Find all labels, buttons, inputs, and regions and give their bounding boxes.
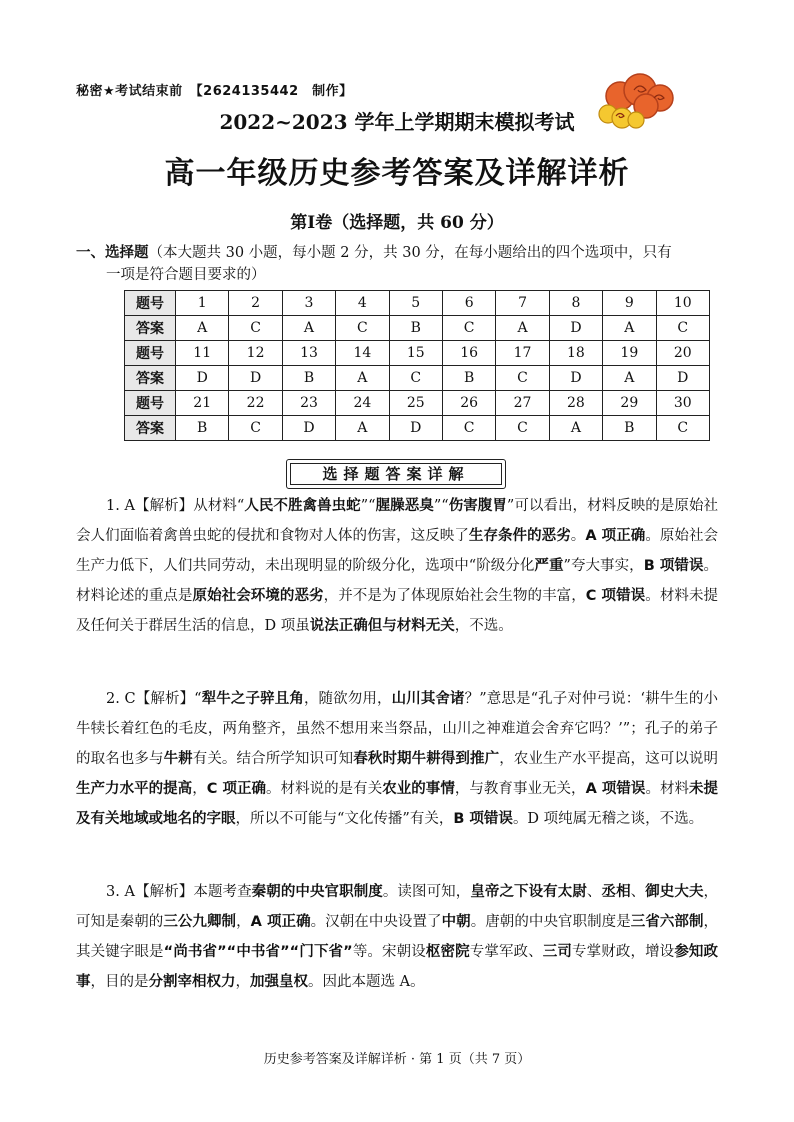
section-description: （本大题共 30 小题，每小题 2 分，共 30 分，在每小题给出的四个选项中，只有	[148, 245, 672, 261]
explanation-text: ？”意思是“孔子对仲弓说：‘耕牛生的小牛犊长着红色的毛皮，两角整齐，虽然不想用来当祭品，山川之神难道会舍弃它吗？’”；孔子的弟子的取名也多与	[76, 691, 719, 767]
explanation-text: 有关。结合所学知识可知	[192, 751, 354, 767]
key-phrase: 生产力水平的提高	[76, 781, 193, 797]
key-phrase: 未提及有关地域或地名的字眼	[76, 781, 719, 827]
question-number: 3	[282, 291, 335, 316]
explanations-banner	[286, 459, 506, 489]
explanation-text: ，不选。	[454, 618, 513, 634]
question-number: 24	[336, 391, 389, 416]
explanation-text: 。材料说的是有关	[266, 781, 383, 797]
explanation-text: 。	[570, 528, 586, 544]
explanation-text: ”“	[360, 498, 376, 514]
explanation-text: 。唐朝的中央官职制度是	[470, 914, 631, 930]
question-number: 10	[656, 291, 709, 316]
key-phrase: 中朝	[441, 914, 471, 930]
answer-letter: C	[336, 316, 389, 341]
section-heading	[76, 242, 726, 286]
answer-letter: D	[176, 366, 229, 391]
question-row	[125, 341, 710, 366]
key-phrase: 丞相	[601, 884, 631, 900]
question-number: 23	[282, 391, 335, 416]
explanation-text: ，	[235, 974, 250, 990]
explanation-text: 。材料	[645, 781, 690, 797]
key-phrase: 分割宰相权力	[148, 974, 236, 990]
exam-title: 2022~2023 学年上学期期末模拟考试	[219, 110, 575, 134]
answer-letter: B	[282, 366, 335, 391]
explanation-text: ，所以不可能与“文化传播”有关，	[235, 811, 454, 827]
key-phrase: A 项正确	[585, 528, 646, 544]
question-number: 12	[229, 341, 282, 366]
explanation-text: 1. A【解析】从材料“	[106, 498, 245, 514]
question-number: 5	[389, 291, 442, 316]
explanation-text: ，可知是秦朝的	[76, 884, 719, 930]
key-phrase: “尚书省”“中书省”“门下省”	[163, 944, 353, 960]
explanation-text: 等。宋朝设	[352, 944, 426, 960]
answer-letter: A	[336, 416, 389, 441]
question-number: 6	[442, 291, 495, 316]
key-phrase: 三公九卿制	[163, 914, 237, 930]
section-label: 一、选择题	[76, 245, 149, 261]
key-phrase: 枢密院	[425, 944, 470, 960]
row-label-answer: 答案	[125, 316, 176, 341]
question-number: 25	[389, 391, 442, 416]
key-phrase: 加强皇权	[250, 974, 308, 990]
answer-letter: C	[442, 316, 495, 341]
explanation-3	[76, 877, 718, 997]
key-phrase: 原始社会环境的恶劣	[192, 588, 324, 604]
answer-row	[125, 416, 710, 441]
answer-letter: A	[282, 316, 335, 341]
question-number: 14	[336, 341, 389, 366]
explanation-text: ，随欲勿用，	[303, 691, 392, 707]
question-row	[125, 291, 710, 316]
key-phrase: 严重	[534, 558, 564, 574]
row-label-question: 题号	[125, 391, 176, 416]
key-phrase: 秦朝的中央官职制度	[251, 884, 383, 900]
explanation-text: ，目的是	[90, 974, 149, 990]
key-phrase: 说法正确但与材料无关	[309, 618, 455, 634]
answer-letter: D	[549, 366, 602, 391]
explanation-text: 3. A【解析】本题考查	[106, 884, 252, 900]
page-footer: 历史参考答案及详解详析 · 第 1 页（共 7 页）	[263, 1052, 531, 1067]
answer-letter: C	[496, 416, 549, 441]
answer-letter: D	[282, 416, 335, 441]
volume-title: 第Ⅰ卷（选择题，共 60 分）	[290, 213, 504, 233]
key-phrase: 参知政事	[76, 944, 719, 990]
answer-letter: A	[496, 316, 549, 341]
explanation-text: 。汉朝在中央设置了	[310, 914, 442, 930]
explanation-text: ”夸大事实，	[563, 558, 644, 574]
row-label-question: 题号	[125, 291, 176, 316]
explanation-1	[76, 491, 718, 641]
key-phrase: 伤害腹胃	[448, 498, 507, 514]
explanation-text: 。D 项纯属无稽之谈，不选。	[512, 811, 704, 827]
answer-letter: C	[389, 366, 442, 391]
question-number: 28	[549, 391, 602, 416]
question-number: 20	[656, 341, 709, 366]
explanation-text: ，	[236, 914, 251, 930]
explanation-text: ，其关键字眼是	[76, 914, 719, 960]
answer-row	[125, 316, 710, 341]
question-number: 16	[442, 341, 495, 366]
key-phrase: A 项错误	[585, 781, 646, 797]
answer-letter: A	[603, 316, 656, 341]
question-row	[125, 391, 710, 416]
explanation-2	[76, 684, 718, 834]
key-phrase: B 项错误	[453, 811, 513, 827]
answer-letter: A	[549, 416, 602, 441]
key-phrase: 山川其舍诸	[391, 691, 465, 707]
explanation-text: 2. C【解析】“	[106, 691, 202, 707]
document-title: 高一年级历史参考答案及详解详析	[164, 156, 630, 191]
key-phrase: 春秋时期牛耕得到推广	[353, 751, 500, 767]
key-phrase: 三司	[542, 944, 573, 960]
explanation-text: 、	[630, 884, 646, 900]
explanation-text: ，	[192, 781, 207, 797]
answer-letter: A	[336, 366, 389, 391]
explanation-text: 。材料未提及任何关于群居生活的信息，D 项虽	[76, 588, 719, 634]
row-label-answer: 答案	[125, 416, 176, 441]
key-phrase: C 项错误	[585, 588, 646, 604]
answer-row	[125, 366, 710, 391]
answer-letter: B	[442, 366, 495, 391]
question-number: 1	[176, 291, 229, 316]
answer-letter: C	[229, 416, 282, 441]
key-phrase: 农业的事情	[382, 781, 455, 797]
explanation-text: 。读图可知，	[382, 884, 471, 900]
answer-letter: D	[389, 416, 442, 441]
explanation-text: 专掌军政、	[469, 944, 543, 960]
key-phrase: C 项正确	[206, 781, 267, 797]
question-number: 30	[656, 391, 709, 416]
answer-letter: C	[442, 416, 495, 441]
key-phrase: B 项错误	[643, 558, 704, 574]
section-description-cont: 一项是符合题目要求的）	[106, 267, 266, 283]
key-phrase: 腥臊恶臭	[375, 498, 434, 514]
question-number: 29	[603, 391, 656, 416]
answer-letter: C	[656, 316, 709, 341]
question-number: 15	[389, 341, 442, 366]
question-number: 27	[496, 391, 549, 416]
question-number: 9	[603, 291, 656, 316]
row-label-answer: 答案	[125, 366, 176, 391]
banner-title: 选择题答案详解	[290, 463, 502, 485]
question-number: 19	[603, 341, 656, 366]
explanation-text: 。因此本题选 A。	[308, 974, 425, 990]
key-phrase: A 项正确	[250, 914, 311, 930]
key-phrase: 三省六部制	[630, 914, 704, 930]
question-number: 21	[176, 391, 229, 416]
confidential-line: 秘密★考试结束前 【2624135442 制作】	[76, 84, 353, 99]
row-label-question: 题号	[125, 341, 176, 366]
explanation-text: 。原始社会生产力低下，人们共同劳动，未出现明显的阶级分化，选项中“阶级分化	[76, 528, 719, 574]
question-number: 22	[229, 391, 282, 416]
explanation-text: ”可以看出，材料反映的是原始社会人们面临着禽兽虫蛇的侵扰和食物对人体的伤害，这反映了	[76, 498, 719, 544]
question-number: 13	[282, 341, 335, 366]
answer-letter: B	[603, 416, 656, 441]
question-number: 7	[496, 291, 549, 316]
answer-letter: A	[603, 366, 656, 391]
answer-letter: B	[176, 416, 229, 441]
key-phrase: 皇帝之下设有太尉	[470, 884, 587, 900]
question-number: 2	[229, 291, 282, 316]
answer-letter: C	[656, 416, 709, 441]
question-number: 17	[496, 341, 549, 366]
answer-letter: C	[496, 366, 549, 391]
explanation-text: 、	[586, 884, 602, 900]
explanation-text: ，农业生产水平提高，这可以说明	[499, 751, 719, 767]
explanation-text: ，并不是为了体现原始社会生物的丰富，	[323, 588, 586, 604]
answer-letter: D	[549, 316, 602, 341]
answer-table	[124, 290, 710, 441]
explanation-text: ”“	[433, 498, 449, 514]
explanation-text: ，与教育事业无关，	[454, 781, 586, 797]
explanation-text: 。材料论述的重点是	[76, 558, 718, 604]
answer-letter: A	[176, 316, 229, 341]
answer-letter: D	[229, 366, 282, 391]
key-phrase: 犁牛之子骍且角	[201, 691, 304, 707]
question-number: 8	[549, 291, 602, 316]
key-phrase: 生存条件的恶劣	[468, 528, 571, 544]
answer-letter: D	[656, 366, 709, 391]
key-phrase: 牛耕	[163, 751, 193, 767]
question-number: 11	[176, 341, 229, 366]
key-phrase: 御史大夫	[645, 884, 704, 900]
question-number: 18	[549, 341, 602, 366]
explanation-text: 专掌财政，增设	[572, 944, 675, 960]
question-number: 4	[336, 291, 389, 316]
answer-letter: C	[229, 316, 282, 341]
question-number: 26	[442, 391, 495, 416]
answer-letter: B	[389, 316, 442, 341]
key-phrase: 人民不胜禽兽虫蛇	[244, 498, 361, 514]
